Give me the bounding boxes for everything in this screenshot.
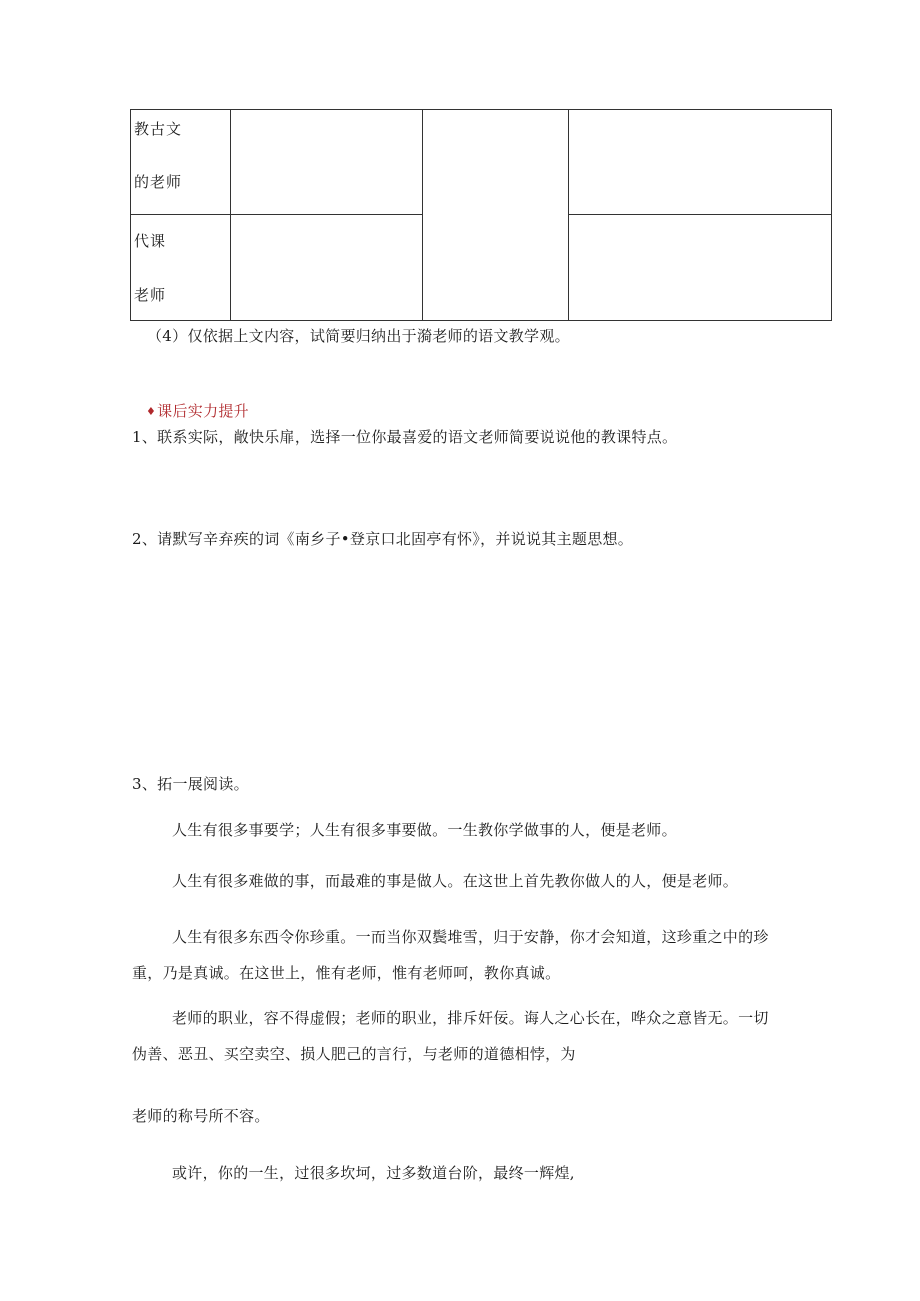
reading-paragraph-4-line2: 伪善、恶丑、买空卖空、损人肥己的言行，与老师的道德相悖，为 xyxy=(132,1045,576,1063)
question-4: （4）仅依据上文内容，试简要归纳出于漪老师的语文教学观。 xyxy=(147,327,570,345)
row2-label-line1: 代课 xyxy=(134,232,167,250)
table-row-divider-left xyxy=(130,214,423,215)
diamond-bullet-icon: ♦ xyxy=(146,405,157,418)
reading-paragraph-1: 人生有很多事要学；人生有很多事要做。一生教你学做事的人，便是老师。 xyxy=(172,821,677,839)
table-col-divider-1 xyxy=(230,109,231,321)
reading-paragraph-4-line3: 老师的称号所不容。 xyxy=(132,1107,270,1125)
table-col-divider-2 xyxy=(422,109,423,321)
table-border-top xyxy=(130,109,832,110)
comparison-table xyxy=(130,109,832,321)
section-title: 课后实力提升 xyxy=(157,402,249,420)
row1-label-line2: 的老师 xyxy=(134,173,183,191)
table-border-bottom xyxy=(130,320,832,321)
table-row-divider-right xyxy=(568,214,832,215)
reading-paragraph-3-line1: 人生有很多东西令你珍重。一而当你双鬓堆雪，归于安静，你才会知道，这珍重之中的珍 xyxy=(172,928,769,946)
table-border-right xyxy=(831,109,832,321)
table-border-left xyxy=(130,109,131,321)
row2-label-line2: 老师 xyxy=(134,286,167,304)
section-heading xyxy=(146,401,249,423)
row1-label-line1: 教古文 xyxy=(134,120,183,138)
reading-paragraph-5: 或许，你的一生，过很多坎坷，过多数道台阶，最终一辉煌, xyxy=(172,1164,575,1182)
reading-paragraph-3-line2: 重，乃是真诚。在这世上，惟有老师，惟有老师呵，教你真诚。 xyxy=(132,964,561,982)
reading-paragraph-2: 人生有很多难做的事，而最难的事是做人。在这世上首先教你做人的人，便是老师。 xyxy=(172,872,739,890)
table-col-divider-3 xyxy=(568,109,569,321)
exercise-1: 1、联系实际，敞快乐扉，选择一位你最喜爱的语文老师简要说说他的教课特点。 xyxy=(132,428,678,446)
reading-paragraph-4-line1: 老师的职业，容不得虚假；老师的职业，排斥奸佞。诲人之心长在，哗众之意皆无。一切 xyxy=(172,1009,769,1027)
exercise-3: 3、拓一展阅读。 xyxy=(132,775,249,793)
exercise-2: 2、请默写辛弃疾的词《南乡子•登京口北固亭有怀》，并说说其主题思想。 xyxy=(132,530,634,548)
